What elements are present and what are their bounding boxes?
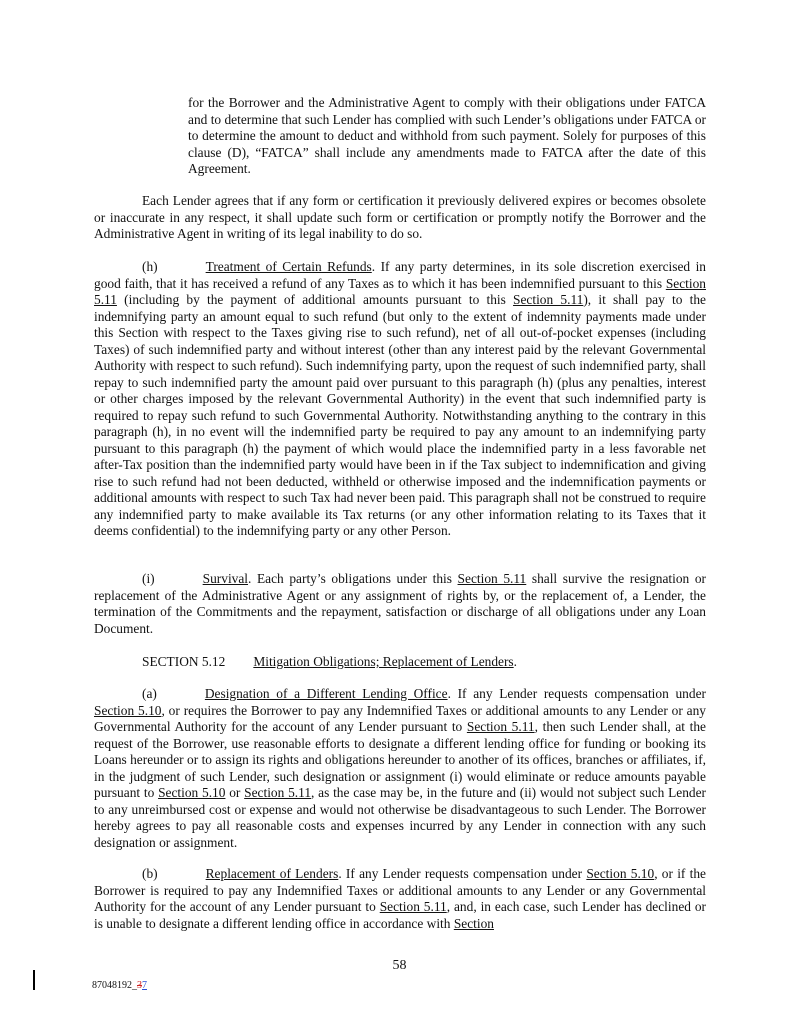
clause-text: , and, in each case, such Lender has declined or is unable to designate a different lending office in accordance with xyxy=(94,899,707,931)
page-number: 58 xyxy=(392,958,407,973)
section-heading xyxy=(142,654,702,671)
section-reference: Section 5.11 xyxy=(466,719,535,734)
section-label: SECTION 5.12 xyxy=(142,654,226,669)
doc-id-base: 87048192_ xyxy=(92,980,137,991)
clause-text: , or if the Borrower is required to pay any Indemnified Taxes or additional amounts to any Lender or any Governmental Authority for the account of any Lender pursuant to xyxy=(94,866,706,914)
paragraph-a-lending-office xyxy=(94,686,706,851)
clause-marker: (a) xyxy=(142,686,157,701)
section-reference: Section xyxy=(453,915,494,931)
clause-marker: (b) xyxy=(142,866,158,881)
change-bar xyxy=(33,970,35,990)
clause-text: ), it shall pay to the indemnifying party an amount equal to such refund (but only to the extent of indemnity payments made under this Section with respect to the Taxes giving rise to such refund), net of all out-of-pocket expenses (including Taxes) of such indemnified party and without interest (other than any interest paid by the relevant Governmental Authority with respect to such refund). Such indemnifying party, upon the request of such indemnified party, shall repay to such indemnified party the amount paid over pursuant to this paragraph (h) (plus any penalties, interest or other charges imposed by the relevant Governmental Authority) in the event that such indemnified party is required to repay such refund to such Governmental Authority. Notwithstanding anything to the contrary in this paragraph (h), in no event will the indemnified party be required to pay any amount to an indemnifying party pursuant to this paragraph (h) the payment of which would place the indemnified party in a less favorable net after-Tax position than the indemnified party would have been in if the Tax subject to indemnification and giving rise to such refund had not been deducted, withheld or otherwise imposed and the indemnification payments or additional amounts with respect to such Tax had never been paid. This paragraph shall not be construed to require any indemnified party to make available its Tax returns (or any other information relating to its Taxes that it deems confidential) to the indemnifying party or any other Person. xyxy=(94,292,707,538)
clause-text: , or requires the Borrower to pay any Indemnified Taxes or additional amounts to any Lender or any Governmental Authority for the account of any Lender pursuant to xyxy=(94,702,706,734)
clause-text: . If any Lender requests compensation under xyxy=(338,866,587,881)
doc-id-deleted-version: 3 xyxy=(137,980,142,991)
section-reference: Section 5.11 xyxy=(94,275,706,307)
paragraph-lender-forms xyxy=(94,193,706,243)
paragraph-h-refunds xyxy=(94,259,706,540)
paragraph-i-survival xyxy=(94,571,706,637)
doc-id-inserted-version: 7 xyxy=(142,980,147,991)
clause-text: . If any Lender requests compensation under xyxy=(447,686,706,701)
section-reference: Section 5.10 xyxy=(586,866,655,881)
section-reference: Section 5.11 xyxy=(379,899,447,914)
clause-title: Replacement of Lenders xyxy=(205,866,339,881)
paragraph-text: Each Lender agrees that if any form or certification it previously delivered expires or becomes obsolete or inaccurate in any respect, it shall update such form or certification or promptly notify the Borrower and the Administrative Agent in writing of its legal inability to do so. xyxy=(94,193,706,241)
clause-text: , as the case may be, in the future and (ii) would not subject such Lender to any unreimbursed cost or expense and would not otherwise be disadvantageous to such Lender. The Borrower hereby agrees to pay all reasonable costs and expenses incurred by any Lender in connection with any such designation or assignment. xyxy=(94,785,706,850)
section-title: Mitigation Obligations; Replacement of Lenders xyxy=(253,654,514,669)
clause-title: Treatment of Certain Refunds xyxy=(205,259,372,274)
clause-text: (including by the payment of additional amounts pursuant to this xyxy=(116,292,514,307)
section-reference: Section 5.11 xyxy=(244,785,312,800)
clause-text: , then such Lender shall, at the request of the Borrower, use reasonable efforts to designate a different lending office for funding or booking its Loans hereunder or to assign its rights and obligations hereunder to another of its offices, branches or affiliates, if, in the judgment of such Lender, such designation or assignment (i) would eliminate or reduce amounts payable pursuant to xyxy=(94,719,706,800)
clause-marker: (i) xyxy=(142,571,155,586)
paragraph-fatca-continuation xyxy=(188,95,706,178)
clause-text: or xyxy=(225,785,245,800)
section-reference: Section 5.10 xyxy=(94,702,162,718)
clause-marker: (h) xyxy=(142,259,158,274)
paragraph-b-replacement xyxy=(94,866,706,932)
clause-title: Designation of a Different Lending Office xyxy=(204,686,448,701)
section-reference: Section 5.10 xyxy=(158,785,226,800)
clause-text: . If any party determines, in its sole discretion exercised in good faith, that it has received a refund of any Taxes as to which it has been indemnified pursuant to this xyxy=(94,259,706,291)
clause-text: shall survive the resignation or replacement of the Administrative Agent or any assignment of rights by, or the replacement of, a Lender, the termination of the Commitments and the repayment, satisfaction or discharge of all obligations under any Loan Document. xyxy=(94,571,706,636)
section-reference: Section 5.11 xyxy=(513,292,584,307)
section-period: . xyxy=(513,654,518,669)
clause-title: Survival xyxy=(202,571,249,586)
paragraph-text: for the Borrower and the Administrative Agent to comply with their obligations under FATCA and to determine that such Lender has complied with such Lender’s obligations under FATCA or to determine the amount to deduct and withhold from such payment. Solely for purposes of this clause (D), “FATCA” shall include any amendments made to FATCA after the date of this Agreement. xyxy=(188,95,706,176)
document-id xyxy=(92,980,147,991)
clause-text: . Each party’s obligations under this xyxy=(248,571,458,586)
section-reference: Section 5.11 xyxy=(457,571,527,586)
